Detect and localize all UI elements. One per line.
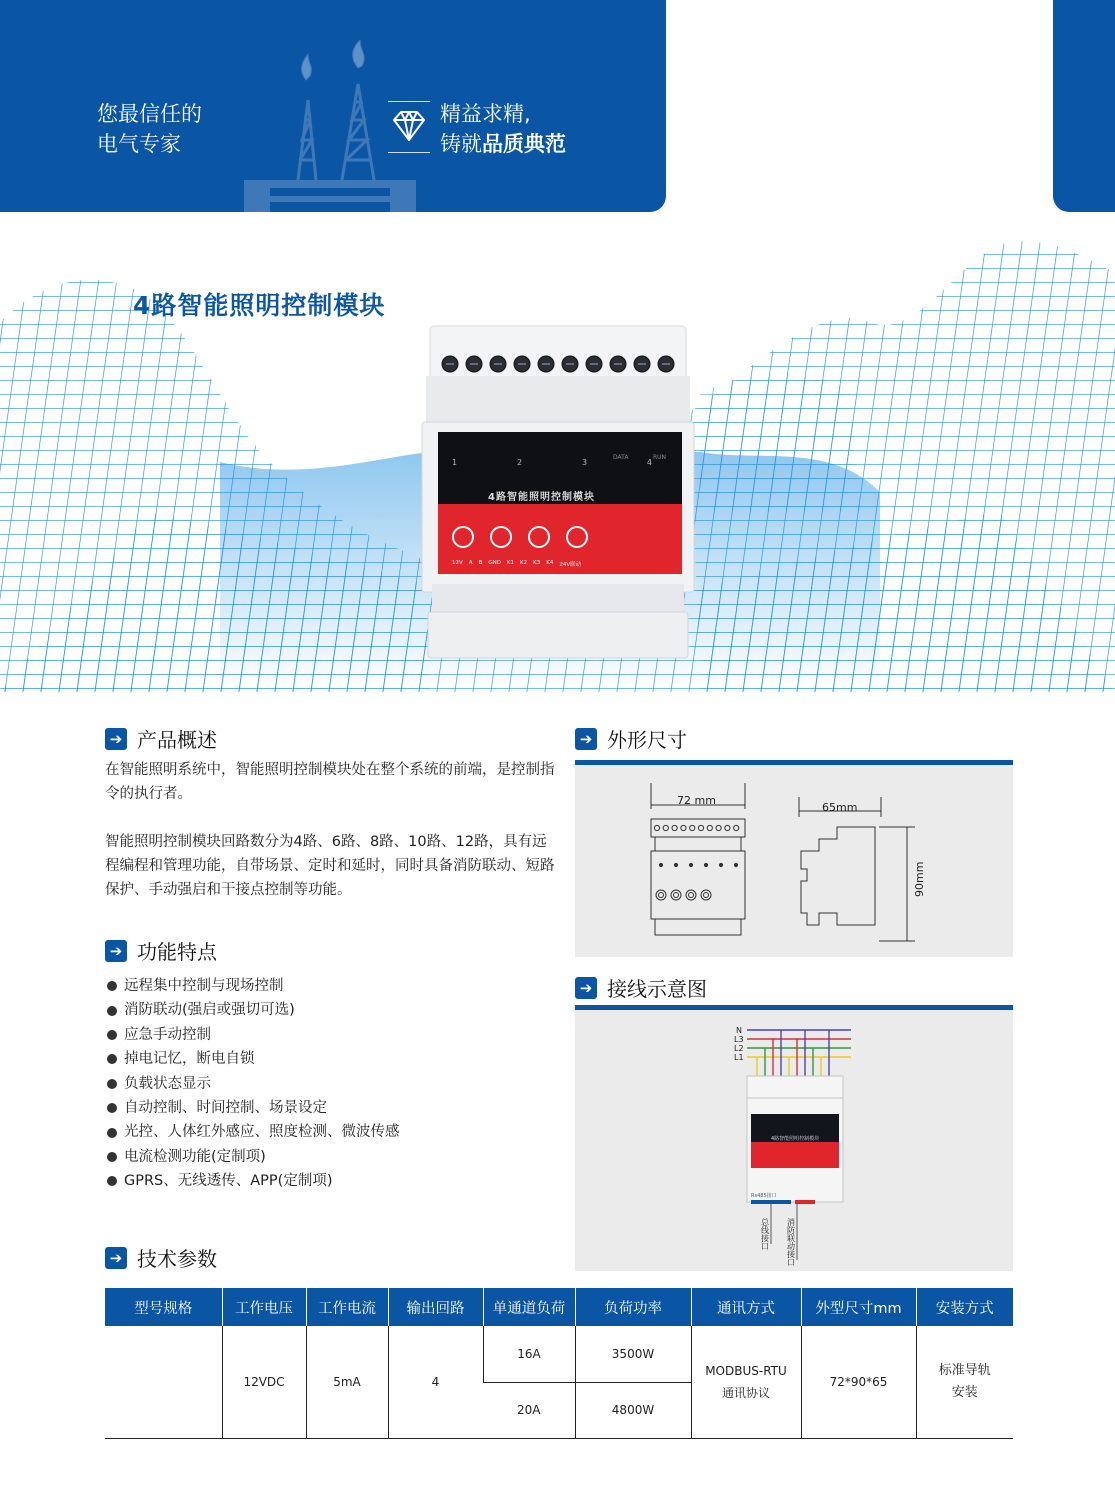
list-item (107, 998, 400, 1022)
motto-prefix: 铸就 (440, 132, 482, 156)
motto-line2 (440, 129, 566, 159)
header-side-block (1053, 0, 1115, 212)
list-item (107, 1120, 400, 1144)
terminal-labels (452, 560, 581, 568)
line-label: L2 (734, 1044, 744, 1053)
divider (388, 152, 430, 153)
slogan-line1: 您最信任的 (97, 102, 202, 126)
arrow-right-icon: ➔ (105, 940, 127, 962)
depth-dimension: 65mm (822, 801, 858, 814)
terminal-dot (663, 825, 668, 830)
column-header: 工作电压 (222, 1288, 306, 1326)
header-slogan (97, 99, 202, 159)
manual-buttons (452, 526, 588, 548)
module-text: 4路智能照明控制模块 (771, 1136, 820, 1142)
bullet-icon (107, 1152, 117, 1162)
overview-paragraph: 智能照明控制模块回路数分为4路、6路、8路、10路、12路，具有远程编程和管理功能，自带场景、定时和延时，同时具备消防联动、短路保护、手动强启和干接点控制等功能。 (105, 834, 555, 898)
terminal-dot (716, 825, 721, 830)
feature-text: 电流检测功能(定制项) (124, 1148, 266, 1165)
feature-list (107, 974, 400, 1194)
header-banner (0, 0, 666, 212)
motto-bold: 品质典范 (482, 132, 566, 156)
arrow-right-icon: ➔ (105, 728, 127, 750)
terminal-label: K2 (520, 560, 528, 566)
terminal-dot (725, 825, 730, 830)
list-item (107, 1072, 400, 1096)
terminal-label: K3 (533, 560, 541, 566)
overview-paragraph: 在智能照明系统中，智能照明控制模块处在整个系统的前端，是控制指令的执行者。 (105, 762, 555, 802)
column-header: 安装方式 (916, 1288, 1013, 1326)
outputs-cell: 4 (388, 1326, 483, 1438)
manual-switch-button[interactable] (528, 526, 550, 548)
bullet-icon (107, 1176, 117, 1186)
dimension-drawing (575, 765, 1013, 957)
feature-text: 负载状态显示 (124, 1075, 211, 1092)
section-title: 接线示意图 (607, 977, 707, 1001)
section-heading-wiring (575, 973, 707, 1002)
device-panel (438, 432, 682, 576)
bullet-icon (107, 1079, 117, 1089)
dimension-drawing-panel (575, 760, 1013, 957)
power-cell: 3500W (575, 1326, 691, 1382)
terminal-dot (734, 825, 739, 830)
section-heading-dimensions (575, 724, 687, 753)
install-line: 安装 (951, 1384, 978, 1400)
terminal-dot (654, 825, 659, 830)
column-header: 通讯方式 (691, 1288, 801, 1326)
arrow-right-icon: ➔ (575, 977, 597, 999)
terminal-dot (690, 825, 695, 830)
section-heading-specs (105, 1243, 217, 1272)
divider (388, 101, 430, 102)
led-dot (659, 863, 662, 866)
column-header: 外型尺寸mm (801, 1288, 916, 1326)
load-cell: 20A (483, 1382, 575, 1438)
spec-table (105, 1288, 1013, 1439)
terminal-label: K4 (546, 560, 554, 566)
list-item (107, 1023, 400, 1047)
list-item (107, 1096, 400, 1120)
model-cell (105, 1326, 222, 1438)
width-dimension: 72 mm (677, 794, 716, 807)
section-heading-overview (105, 724, 217, 753)
motto-line1: 精益求精, (440, 102, 531, 126)
column-header: 负荷功率 (575, 1288, 691, 1326)
terminal-dot (672, 825, 677, 830)
arrow-right-icon: ➔ (575, 728, 597, 750)
terminal-dot (698, 825, 703, 830)
fire-note: 消防联动接口 (786, 1218, 796, 1266)
wiring-diagram (575, 1010, 1013, 1271)
led-label: 4 (646, 458, 652, 467)
comm-line: 通讯协议 (721, 1385, 770, 1400)
install-line: 标准导轨 (938, 1362, 991, 1378)
led-dot (704, 863, 707, 866)
led-dot (719, 863, 722, 866)
bullet-icon (107, 1030, 117, 1040)
section-title: 产品概述 (137, 728, 217, 752)
feature-text: 自动控制、时间控制、场景设定 (124, 1100, 327, 1117)
terminal-label: K1 (506, 560, 515, 566)
led-dot (674, 863, 677, 866)
terminal-label: 12V (452, 560, 463, 566)
load-cell: 16A (483, 1326, 575, 1382)
led-label: 1 (452, 458, 458, 467)
diamond-icon (391, 108, 427, 144)
feature-text: GPRS、无线透传、APP(定制项) (124, 1173, 333, 1190)
wiring-diagram-panel (575, 1005, 1013, 1271)
bus-note: 总线接口 (760, 1218, 770, 1250)
height-dimension: 90mm (913, 861, 926, 897)
led-dot (734, 863, 737, 866)
feature-text: 应急手动控制 (124, 1026, 211, 1043)
manual-switch-button[interactable] (566, 526, 588, 548)
feature-text: 消防联动(强启或强切可选) (124, 1002, 295, 1019)
bus-port-label: Rs485接口 (751, 1193, 777, 1199)
feature-text: 掉电记忆，断电自锁 (124, 1051, 255, 1068)
list-item (107, 1169, 400, 1193)
column-header: 输出回路 (388, 1288, 483, 1326)
power-cell: 4800W (575, 1382, 691, 1438)
arrow-right-icon: ➔ (105, 1247, 127, 1269)
comm-line: MODBUS-RTU (705, 1363, 787, 1378)
product-title: 4路智能照明控制模块 (133, 291, 386, 320)
section-title: 功能特点 (137, 940, 217, 964)
feature-text: 光控、人体红外感应、照度检测、微波传感 (124, 1124, 400, 1141)
indicator-data: DATA (613, 454, 629, 461)
column-header: 工作电流 (306, 1288, 388, 1326)
list-item (107, 1145, 400, 1169)
section-heading-features (105, 936, 217, 965)
slogan-line2: 电气专家 (97, 132, 181, 156)
terminal-label: GND (488, 560, 501, 566)
led-label: 2 (516, 458, 523, 467)
list-item (107, 974, 400, 998)
bullet-icon (107, 1128, 117, 1138)
comm-cell (691, 1326, 801, 1438)
column-header: 单通道负荷 (483, 1288, 575, 1326)
manual-switch-button[interactable] (490, 526, 512, 548)
indicator-run: RUN (653, 454, 667, 461)
device-panel-name: 4路智能照明控制模块 (488, 492, 595, 503)
bullet-icon (107, 1054, 117, 1064)
led-dot (689, 863, 692, 866)
line-label: L1 (734, 1053, 744, 1062)
table-header-row (105, 1288, 1013, 1326)
column-header: 型号规格 (105, 1288, 222, 1326)
terminal-label: B (478, 560, 483, 566)
install-cell (916, 1326, 1013, 1438)
list-item (107, 1047, 400, 1071)
current-cell: 5mA (306, 1326, 388, 1438)
led-label: 3 (581, 458, 588, 467)
bullet-icon (107, 1006, 117, 1016)
section-title: 外形尺寸 (607, 728, 687, 752)
bullet-icon (107, 981, 117, 991)
terminal-dot (681, 825, 686, 830)
section-title: 技术参数 (137, 1247, 217, 1271)
terminal-dot (707, 825, 712, 830)
terminal-label: 24V联动 (559, 562, 582, 568)
size-cell: 72*90*65 (801, 1326, 916, 1438)
table-row (105, 1326, 1013, 1382)
line-label: L3 (734, 1035, 744, 1044)
header-motto (440, 99, 566, 159)
voltage-cell: 12VDC (222, 1326, 306, 1438)
bullet-icon (107, 1103, 117, 1113)
terminal-label: A (468, 560, 473, 566)
line-label: N (736, 1026, 742, 1035)
manual-switch-button[interactable] (452, 526, 474, 548)
feature-text: 远程集中控制与现场控制 (124, 978, 284, 994)
